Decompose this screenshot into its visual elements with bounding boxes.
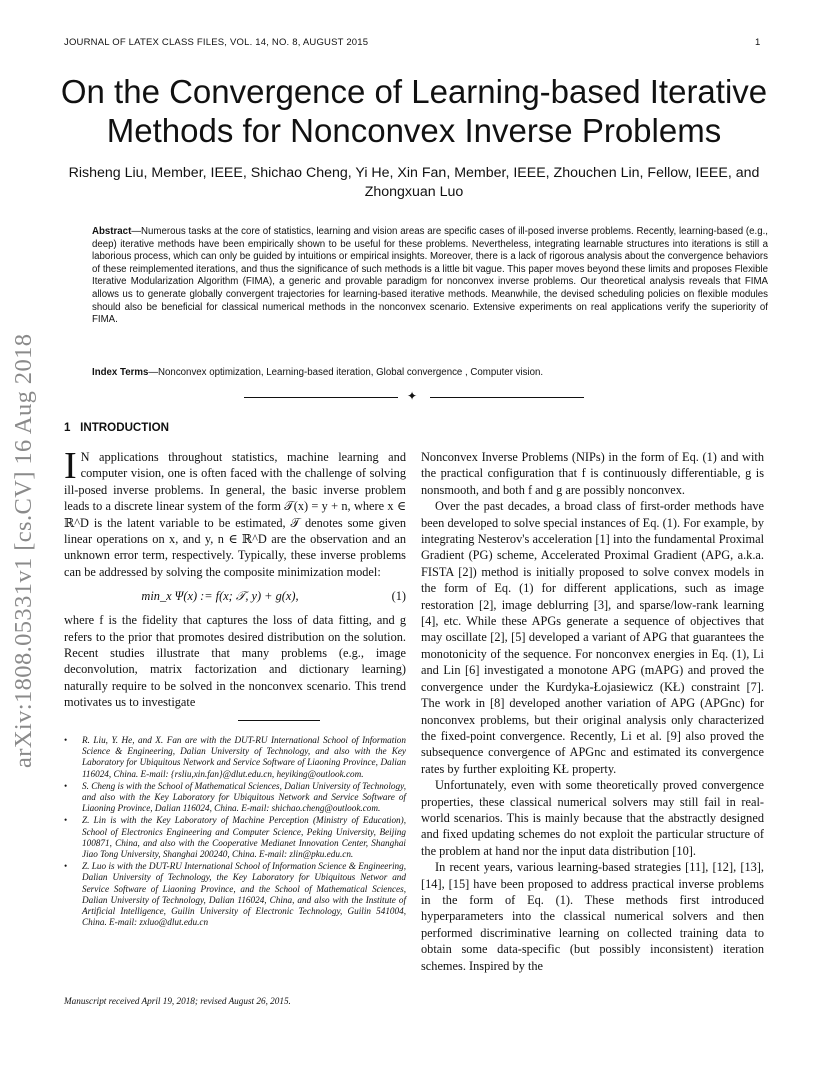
section-number: 1 xyxy=(64,421,71,434)
footnote-item: • S. Cheng is with the School of Mathematical Sciences, Dalian University of Technology, and also with the Key Laboratory for Ubiquitous Network and Service Software of Liaoning Province, Dalian 116024, China. E-mail: shichao.cheng@outlook.com. xyxy=(64,780,406,814)
paper-title: On the Convergence of Learning-based Iterative Methods for Nonconvex Inverse Problems xyxy=(60,73,768,149)
intro-paragraph-2: where f is the fidelity that captures the loss of data fitting, and g refers to the prior that promotes desired distribution on the solution. Recent studies illustrate that many problems (e.g., image deconvolution, matrix factorization and dictionary learning) naturally require to be solved in the nonconvex scenario. This trend motivates us to investigate xyxy=(64,613,406,710)
section-title: INTRODUCTION xyxy=(80,421,170,434)
bullet-icon: • xyxy=(64,780,68,791)
footnote-item: • R. Liu, Y. He, and X. Fan are with the DUT-RU International School of Information Science & Engineering, Dalian University of Technology, and also with the Key Laboratory for Ubiquitous Network and Service Software of Liaoning Province, Dalian 116024, China. E-mail: {rsliu,xin.fan}@dlut.edu.cn, heyiking@outlook.com. xyxy=(64,735,406,779)
running-head: JOURNAL OF LATEX CLASS FILES, VOL. 14, NO. 8, AUGUST 2015 xyxy=(64,37,369,48)
author-list: Risheng Liu, Member, IEEE, Shichao Cheng, Yi He, Xin Fan, Member, IEEE, Zhouchen Lin, Fellow, IEEE, and Zhongxuan Luo xyxy=(68,165,760,200)
section-divider xyxy=(244,389,584,404)
left-column xyxy=(64,445,406,711)
divider-line-right xyxy=(430,397,584,398)
drop-cap: I xyxy=(64,445,77,487)
right-paragraph-1: Nonconvex Inverse Problems (NIPs) in the form of Eq. (1) and with the practical configuration that f is continuously differentiable, g is nonsmooth, and both f and g are possibly nonconvex. xyxy=(421,450,764,497)
index-terms xyxy=(92,367,768,380)
right-paragraph-2: Over the past decades, a broad class of first-order methods have been developed to solve special instances of Eq. (1). For example, by integrating Nesterov's acceleration [1] into the fundamental Proximal Gradient (PG) scheme, Accelerated Proximal Gradient (APG, a.k.a. FISTA [2]) method is initially proposed to solve convex models in the form of Eq. (1) for different applications, such as image restoration [2], image deblurring [3], and sparse/low-rank learning [4], etc. While these APGs generate a sequence of objectives that may oscillate [2], [5] developed a variant of APG that guarantees the monotonicity of the sequence. For nonconvex energies in Eq. (1), Li and Lin [6] investigated a monotone APG (mAPG) and proved the convergence under the Kurdyka-Łojasiewicz (KŁ) constraint [7]. The work in [8] developed another variation of APG (APGnc) for nonconvex problems, but their original analysis only characterized the fixed-point convergence. Recently, Li et al. [9] also proved the subsequence convergence of APGnc and estimated its convergence rates by further exploiting KŁ property. xyxy=(421,499,764,776)
manuscript-note: Manuscript received April 19, 2018; revised August 26, 2015. xyxy=(64,996,291,1006)
footnote-rule xyxy=(238,720,320,721)
divider-line-left xyxy=(244,397,398,398)
footnotes xyxy=(64,735,406,929)
right-paragraph-3: Unfortunately, even with some theoretically proved convergence properties, these classical numerical solvers may still fail in real-world scenarios. This is mainly because that the abstractly designed and fixed updating schemes do not exploit the particular structure of the problem at hand nor the input data distribution [10]. xyxy=(421,778,764,858)
intro-paragraph-1-text: N applications throughout statistics, machine learning and computer vision, one is often faced with the challenge of solving ill-posed inverse problems. In general, the basic inverse problem leads to a discrete linear system of the form 𝒯(x) = y + n, where x ∈ ℝ^D is the latent variable to be estimated, 𝒯 denotes some given linear operations on x, and y, n ∈ ℝ^D are the observation and an unknown error term, respectively. Typically, these inverse problems can be addressed by solving the composite minimization model: xyxy=(64,450,406,579)
right-paragraph-4: In recent years, various learning-based strategies [11], [12], [13], [14], [15] have been proposed to address practical inverse problems in the form of Eq. (1). These methods first introduced hyperparameters into the classical numerical solvers and then performed discriminative learning on collected training data to obtain some data-specific (but possibly inconsistent) iteration schemes. Inspired by the xyxy=(421,860,764,973)
arxiv-stamp: arXiv:1808.05331v1 [cs.CV] 16 Aug 2018 xyxy=(10,333,37,768)
equation-number: (1) xyxy=(391,589,406,604)
intro-paragraph-1 xyxy=(64,445,406,580)
equation-body: min_x Ψ(x) := f(x; 𝒯, y) + g(x), xyxy=(141,589,299,604)
index-terms-label: Index Terms xyxy=(92,367,149,378)
abstract-text: —Numerous tasks at the core of statistics, learning and vision areas are specific cases of ill-posed inverse problems. Recently, learning-based (e.g., deep) iterative methods have been empirically shown to be useful for these problems. Nevertheless, integrating learnable structures into iterations is still a laborious process, which can only be guided by intuitions or empirical insights. Moreover, there is a lack of rigorous analysis about the convergence behaviors of these reimplemented iterations, and thus the significance of such methods is a little bit vague. This paper moves beyond these limits and proposes Flexible Iterative Modularization Algorithm (FIMA), a generic and provable paradigm for nonconvex inverse problems. Our theoretical analysis reveals that FIMA allows us to generate globally convergent trajectories for learning-based iterative methods. Meanwhile, the devised scheduling policies on flexible modules should also be beneficial for classical numerical methods in the nonconvex scenario. Extensive experiments on real applications verify the superiority of FIMA. xyxy=(92,226,768,326)
divider-ornament-icon: ✦ xyxy=(407,389,418,403)
section-heading xyxy=(64,421,169,434)
footnote-item: • Z. Luo is with the DUT-RU International School of Information Science & Engineering, Dalian University of Technology, the Key Laboratory for Ubiquitous Networ and Service Software of Liaoning Province, and the School of Mathematical Sciences, Dalian University of Technology, Dalian 116024, China, and also with the Institute of Artificial Intelligence, Guilin University of Electronic Technology, Guilin 541004, China. E-mail: zxluo@dlut.edu.cn xyxy=(64,861,406,928)
bullet-icon: • xyxy=(64,735,68,745)
bullet-icon: • xyxy=(64,815,68,826)
abstract xyxy=(92,226,768,327)
equation-1 xyxy=(64,586,406,606)
footnote-item: • Z. Lin is with the Key Laboratory of Machine Perception (Ministry of Education), School of Electronics Engineering and Computer Science, Peking University, Beijing 100871, China, and also with the Cooperative Medianet Innovation Center, Shanghai Jiao Tong University, Shanghai 200240, China. E-mail: zlin@pku.edu.cn. xyxy=(64,815,406,860)
index-terms-text: —Nonconvex optimization, Learning-based iteration, Global convergence , Computer vision. xyxy=(148,367,544,378)
right-column xyxy=(421,449,764,974)
bullet-icon: • xyxy=(64,861,68,872)
abstract-label: Abstract xyxy=(92,226,132,237)
page-number: 1 xyxy=(755,37,761,48)
